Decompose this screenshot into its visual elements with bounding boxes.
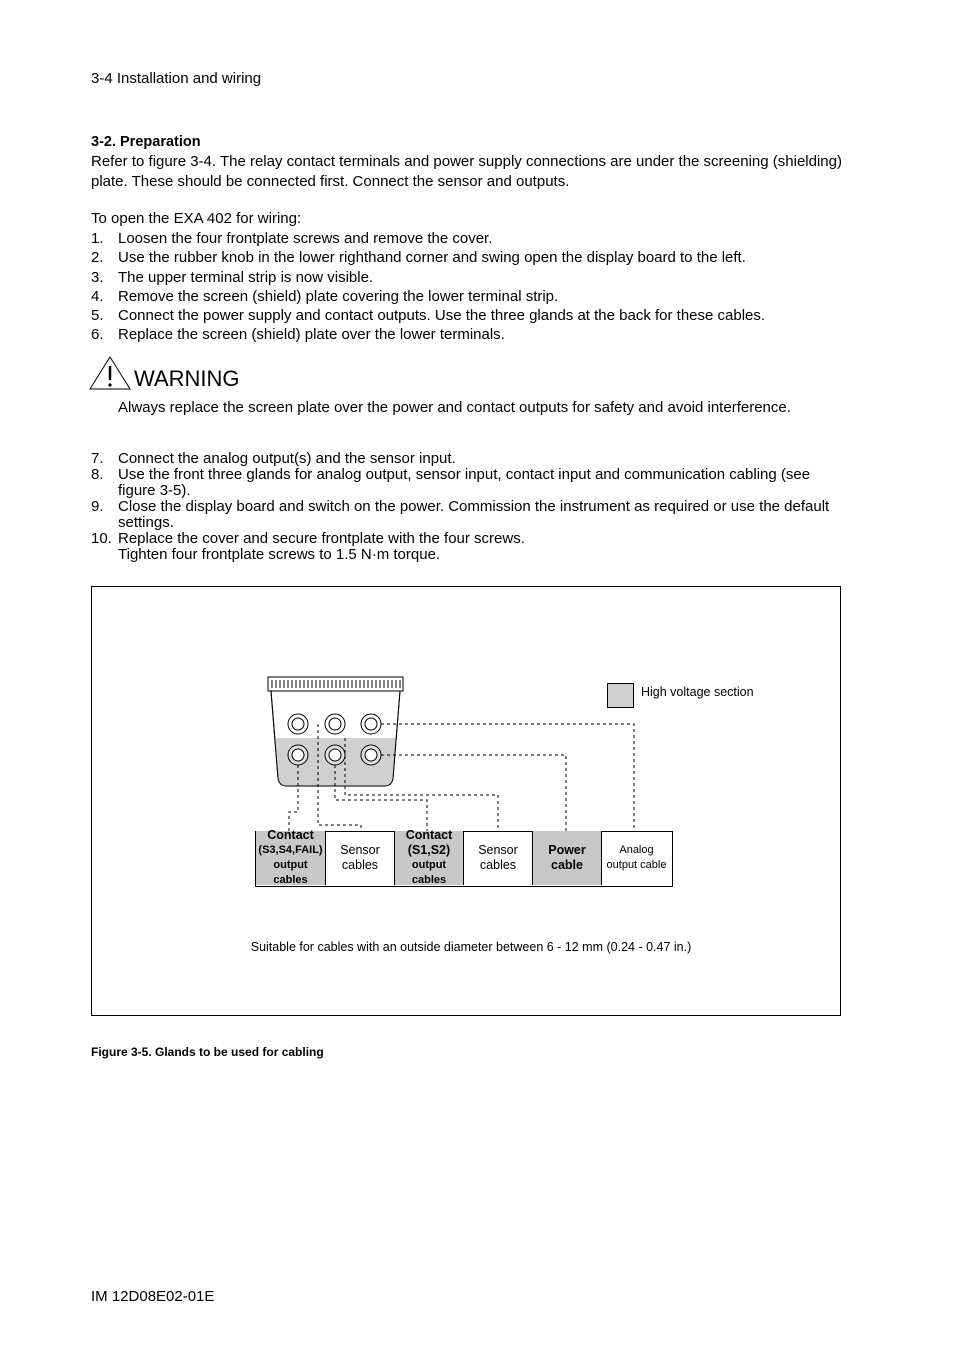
list-item: 6. Replace the screen (shield) plate over the lower terminals. [91,326,505,344]
warning-text: Always replace the screen plate over the power and contact outputs for safety and avoid interference. [118,399,791,416]
page-footer: IM 12D08E02-01E [91,1288,215,1305]
list-item: 8. Use the front three glands for analog output, sensor input, contact input and communication cabling (see figure 3-5). [91,466,811,499]
legend-label: High voltage section [641,685,754,699]
steps-heading: To open the EXA 402 for wiring: [91,210,302,227]
cable-label-analog: Analog output cable [606,844,667,871]
list-item: 10. Replace the cover and secure frontplate with the four screws. Tighten four frontplate screws to 1.5 N·m torque. [91,530,525,563]
cable-label-sensor-1: Sensor cables [326,831,395,885]
list-item: 1. Loosen the four frontplate screws and remove the cover. [91,230,493,247]
list-item: 2. Use the rubber knob in the lower righthand corner and swing open the display board to the left. [91,249,746,267]
list-item: 5. Connect the power supply and contact outputs. Use the three glands at the back for these cables. [91,307,766,325]
list-item: 3. The upper terminal strip is now visible. [91,268,374,286]
section-intro: Refer to figure 3-4. The relay contact terminals and power supply connections are under the screening (shielding) plate. These should be connected first. Connect the sensor and outputs. [91,153,842,190]
cable-label-contact-s1: Contact (S1,S2) output cables [395,831,464,885]
glands-back-row [288,745,381,765]
cable-label-power: Power cable [533,831,602,885]
list-item: 7. Connect the analog output(s) and the sensor input. [91,450,456,467]
figure-note: Suitable for cables with an outside diameter between 6 - 12 mm (0.24 - 0.47 in.) [250,940,692,954]
legend-swatch [607,683,634,708]
section-title: 3-2. Preparation [91,134,201,150]
list-item: 4. Remove the screen (shield) plate covering the lower terminal strip. [91,287,559,305]
cable-label-sensor-2: Sensor cables [464,831,533,885]
page-header: 3-4 Installation and wiring [91,70,262,87]
list-item: 9. Close the display board and switch on the power. Commission the instrument as required or use the default settings. [91,498,830,531]
glands-front-row [288,714,381,734]
warning-label: WARNING [134,366,240,391]
figure-caption: Figure 3-5. Glands to be used for cabling [91,1045,324,1059]
cable-label-contact-s3: Contact (S3,S4,FAIL) output cables [256,831,326,885]
